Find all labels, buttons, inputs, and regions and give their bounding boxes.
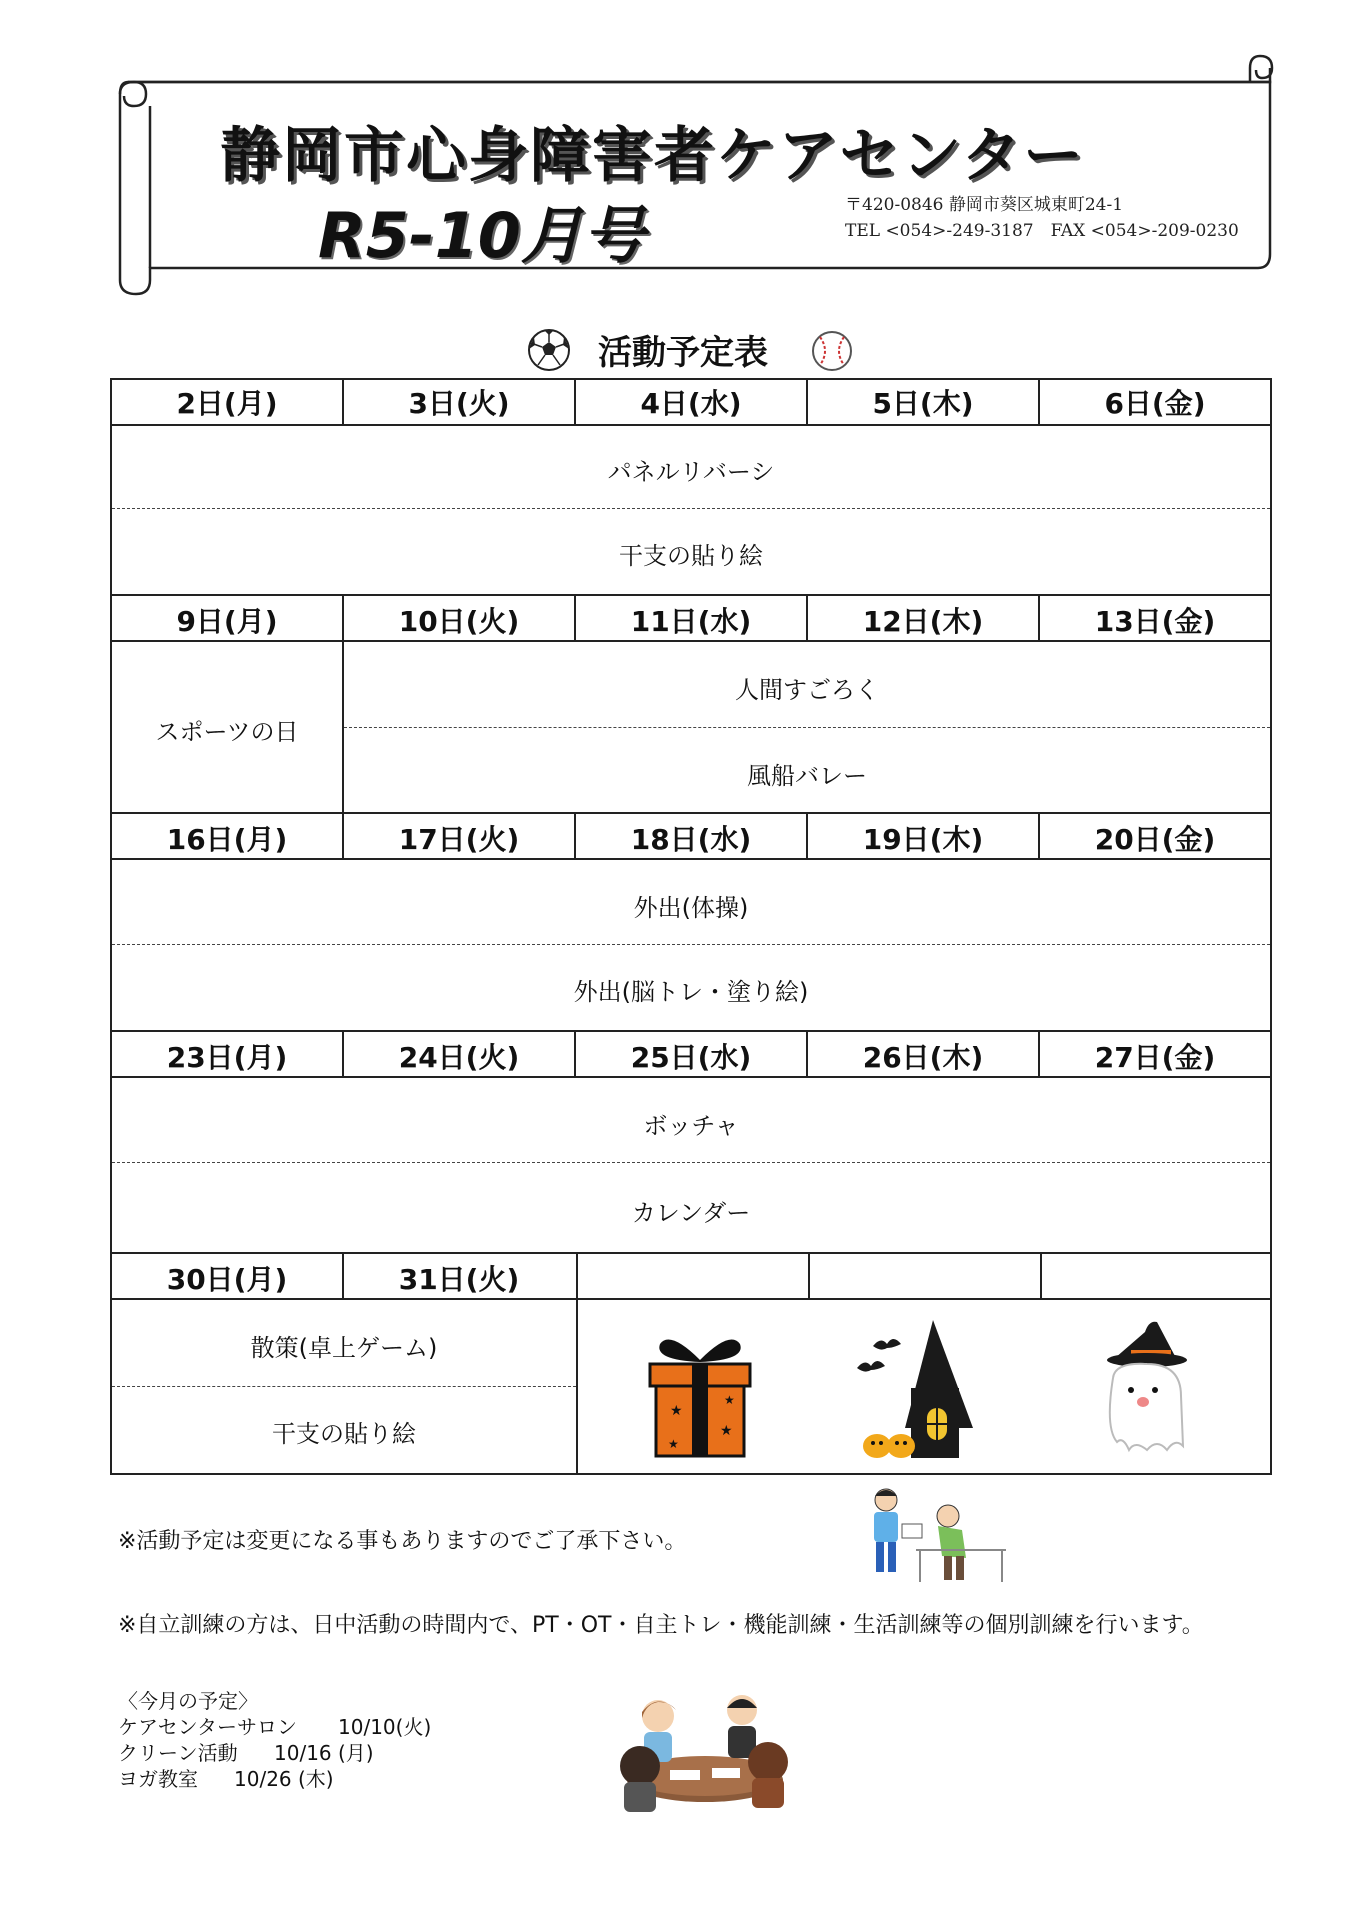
activity-panel-reversi: パネルリバーシ [607,458,775,486]
day-18: 18日(水) [630,823,752,856]
day-25: 25日(水) [630,1041,752,1074]
day-6: 6日(金) [1104,387,1206,420]
day-26: 26日(木) [862,1041,984,1074]
day-30: 30日(月) [166,1263,288,1296]
day-20: 20日(金) [1094,823,1216,856]
activity-eto-collage: 干支の貼り絵 [619,542,763,570]
day-3: 3日(火) [408,387,510,420]
note-schedule-change: ※活動予定は変更になる事もありますのでご了承下さい。 [118,1529,687,1554]
issue-label: R5-10月号 [318,199,645,272]
ghost-witch-icon [1095,1318,1205,1463]
day-16: 16日(月) [166,823,288,856]
svg-text:★: ★ [668,1437,679,1451]
activity-walk-tabletop: 散策(卓上ゲーム) [250,1334,438,1362]
activity-balloon-volley: 風船バレー [747,762,867,790]
day-9: 9日(月) [176,605,278,638]
plan-item [118,1766,334,1792]
activity-human-sugoroku: 人間すごろく [735,676,879,704]
note-independence-training: ※自立訓練の方は、日中活動の時間内で、PT・OT・自主トレ・機能訓練・生活訓練等の個別訓練を行います。 [118,1613,1204,1638]
plan-item-name: クリーン活動 [118,1741,238,1765]
activity-eto-collage-2: 干支の貼り絵 [272,1420,416,1448]
plan-item-date: 10/26 (木) [234,1767,334,1791]
baseball-icon [810,329,854,373]
plan-item-name: ケアセンターサロン [118,1715,297,1739]
address: 〒420-0846 静岡市葵区城東町24-1 [845,195,1124,215]
rehab-walking-icon [858,1486,1008,1586]
day-24: 24日(火) [398,1041,520,1074]
soccer-ball-icon [526,327,572,373]
haunted-house-icon [855,1318,985,1463]
day-10: 10日(火) [398,605,520,638]
day-27: 27日(金) [1094,1041,1216,1074]
day-23: 23日(月) [166,1041,288,1074]
day-11: 11日(水) [630,605,752,638]
day-31: 31日(火) [398,1263,520,1296]
day-13: 13日(金) [1094,605,1216,638]
gift-box-icon [640,1330,760,1460]
day-12: 12日(木) [862,605,984,638]
plan-item-date: 10/10(火) [338,1715,432,1739]
day-2: 2日(月) [176,387,278,420]
contact-info [845,192,1239,244]
plan-heading: 〈今月の予定〉 [118,1689,258,1713]
plan-item-date: 10/16 (月) [274,1741,374,1765]
plan-item-name: ヨガ教室 [118,1767,198,1791]
day-19: 19日(木) [862,823,984,856]
activity-outing-brain: 外出(脳トレ・塗り絵) [573,978,809,1006]
schedule-title: 活動予定表 [598,333,768,373]
phone-fax: TEL <054>-249-3187 FAX <054>-209-0230 [845,221,1239,241]
svg-text:★: ★ [720,1423,733,1439]
activity-boccia: ボッチャ [643,1112,739,1140]
day-5: 5日(木) [872,387,974,420]
plan-item [118,1714,432,1740]
day-4: 4日(水) [640,387,742,420]
plan-item [118,1740,374,1766]
org-name: 静岡市心身障害者ケアセンター [220,121,1085,191]
svg-text:★: ★ [670,1403,683,1419]
activity-calendar: カレンダー [631,1199,751,1227]
activity-outing-exercise: 外出(体操) [633,894,749,922]
meeting-table-icon [610,1688,800,1818]
day-17: 17日(火) [398,823,520,856]
sports-day-label: スポーツの日 [155,718,299,746]
svg-text:★: ★ [724,1393,735,1407]
